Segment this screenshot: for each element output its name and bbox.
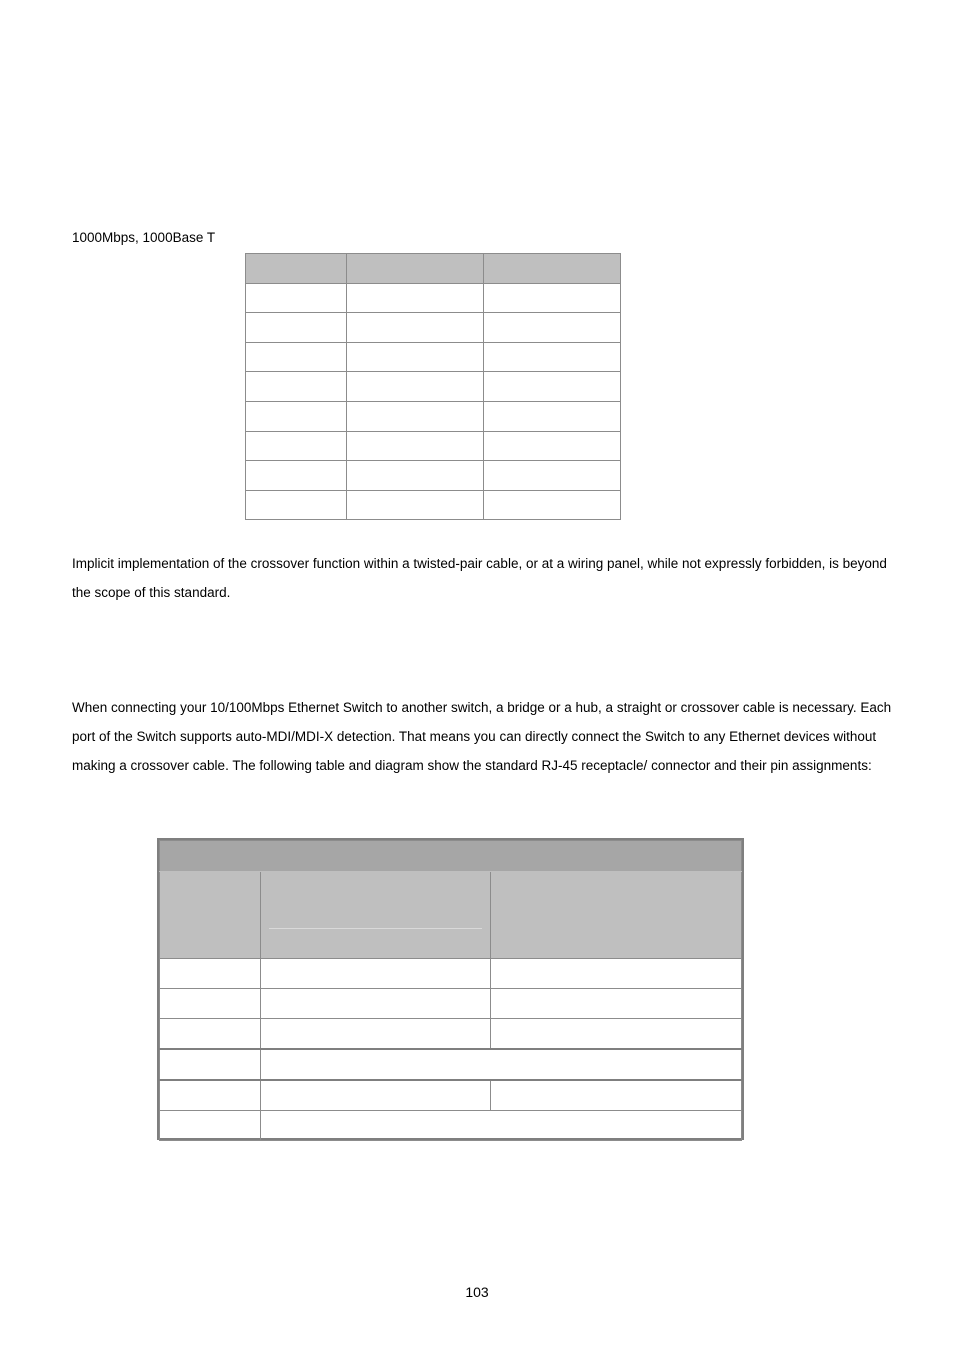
- table-row: [246, 461, 621, 491]
- table-row: [160, 1019, 742, 1050]
- table-header-row: [246, 254, 621, 284]
- rj45-pin-assignment-table: [157, 838, 744, 1140]
- page-number: 103: [465, 1284, 489, 1300]
- table-cell: [160, 989, 261, 1019]
- table-cell: [347, 372, 484, 402]
- table-cell: [490, 959, 741, 989]
- table-cell: [260, 1019, 490, 1050]
- table-cell: [160, 1049, 261, 1080]
- pin-table-1000base-t: [245, 253, 621, 520]
- table-cell: [347, 431, 484, 461]
- header-divider: [269, 928, 482, 929]
- table-cell: [490, 989, 741, 1019]
- table-row: [246, 490, 621, 520]
- table-cell-merged: [260, 1111, 741, 1141]
- table-cell: [347, 461, 484, 491]
- table-cell-merged: [260, 1049, 741, 1080]
- paragraph-connecting-switch: When connecting your 10/100Mbps Ethernet Switch to another switch, a bridge or a hub, a straight or crossover cable is necessary. Each port of the Switch supports auto-MDI/MDI-X detection. That means you can directly connect the Switch to any Ethernet devices without making a crossover cable. The following table and diagram show the standard RJ-45 receptacle/ connector and their pin assignments:: [72, 700, 892, 773]
- table-title-cell: [160, 841, 742, 872]
- table-cell: [160, 959, 261, 989]
- table-row: [246, 401, 621, 431]
- table-cell: [246, 431, 347, 461]
- table-cell: [246, 313, 347, 343]
- table-cell: [246, 342, 347, 372]
- table-cell: [246, 401, 347, 431]
- table-header-cell: [160, 872, 261, 959]
- table-row: [246, 313, 621, 343]
- table-row: [160, 1111, 742, 1141]
- table-cell: [490, 1019, 741, 1050]
- table-row: [246, 372, 621, 402]
- table-cell: [260, 989, 490, 1019]
- table-cell: [490, 1080, 741, 1111]
- table-header-cell: [347, 254, 484, 284]
- table-header-row: [160, 872, 742, 959]
- table-cell: [484, 401, 621, 431]
- table-row: [246, 342, 621, 372]
- table-cell: [484, 283, 621, 313]
- table-cell: [246, 490, 347, 520]
- table-row: [160, 1049, 742, 1080]
- table-cell: [484, 431, 621, 461]
- table-header-cell: [260, 872, 490, 959]
- table-title-row: [160, 841, 742, 872]
- table-row: [160, 959, 742, 989]
- table-cell: [246, 372, 347, 402]
- table-cell: [260, 959, 490, 989]
- table-cell: [160, 1080, 261, 1111]
- table-cell: [347, 401, 484, 431]
- table-row: [160, 989, 742, 1019]
- table-header-cell: [490, 872, 741, 959]
- table-cell: [484, 461, 621, 491]
- table-cell: [347, 490, 484, 520]
- table-header-cell: [246, 254, 347, 284]
- table-cell: [160, 1019, 261, 1050]
- table-row: [246, 283, 621, 313]
- table-header-cell: [484, 254, 621, 284]
- rj45-table-grid: [159, 840, 742, 1141]
- section-heading-1000base-t: 1000Mbps, 1000Base T: [72, 230, 216, 245]
- table-cell: [260, 1080, 490, 1111]
- table-cell: [484, 313, 621, 343]
- table-cell: [484, 342, 621, 372]
- table-cell: [246, 461, 347, 491]
- table-row: [246, 431, 621, 461]
- table-cell: [484, 372, 621, 402]
- table-row: [160, 1080, 742, 1111]
- table-cell: [484, 490, 621, 520]
- table-cell: [347, 283, 484, 313]
- table-cell: [246, 283, 347, 313]
- table-cell: [160, 1111, 261, 1141]
- paragraph-crossover-implementation: Implicit implementation of the crossover function within a twisted-pair cable, or at a wiring panel, while not expressly forbidden, is beyond the scope of this standard.: [72, 556, 887, 600]
- table-cell: [347, 342, 484, 372]
- table-cell: [347, 313, 484, 343]
